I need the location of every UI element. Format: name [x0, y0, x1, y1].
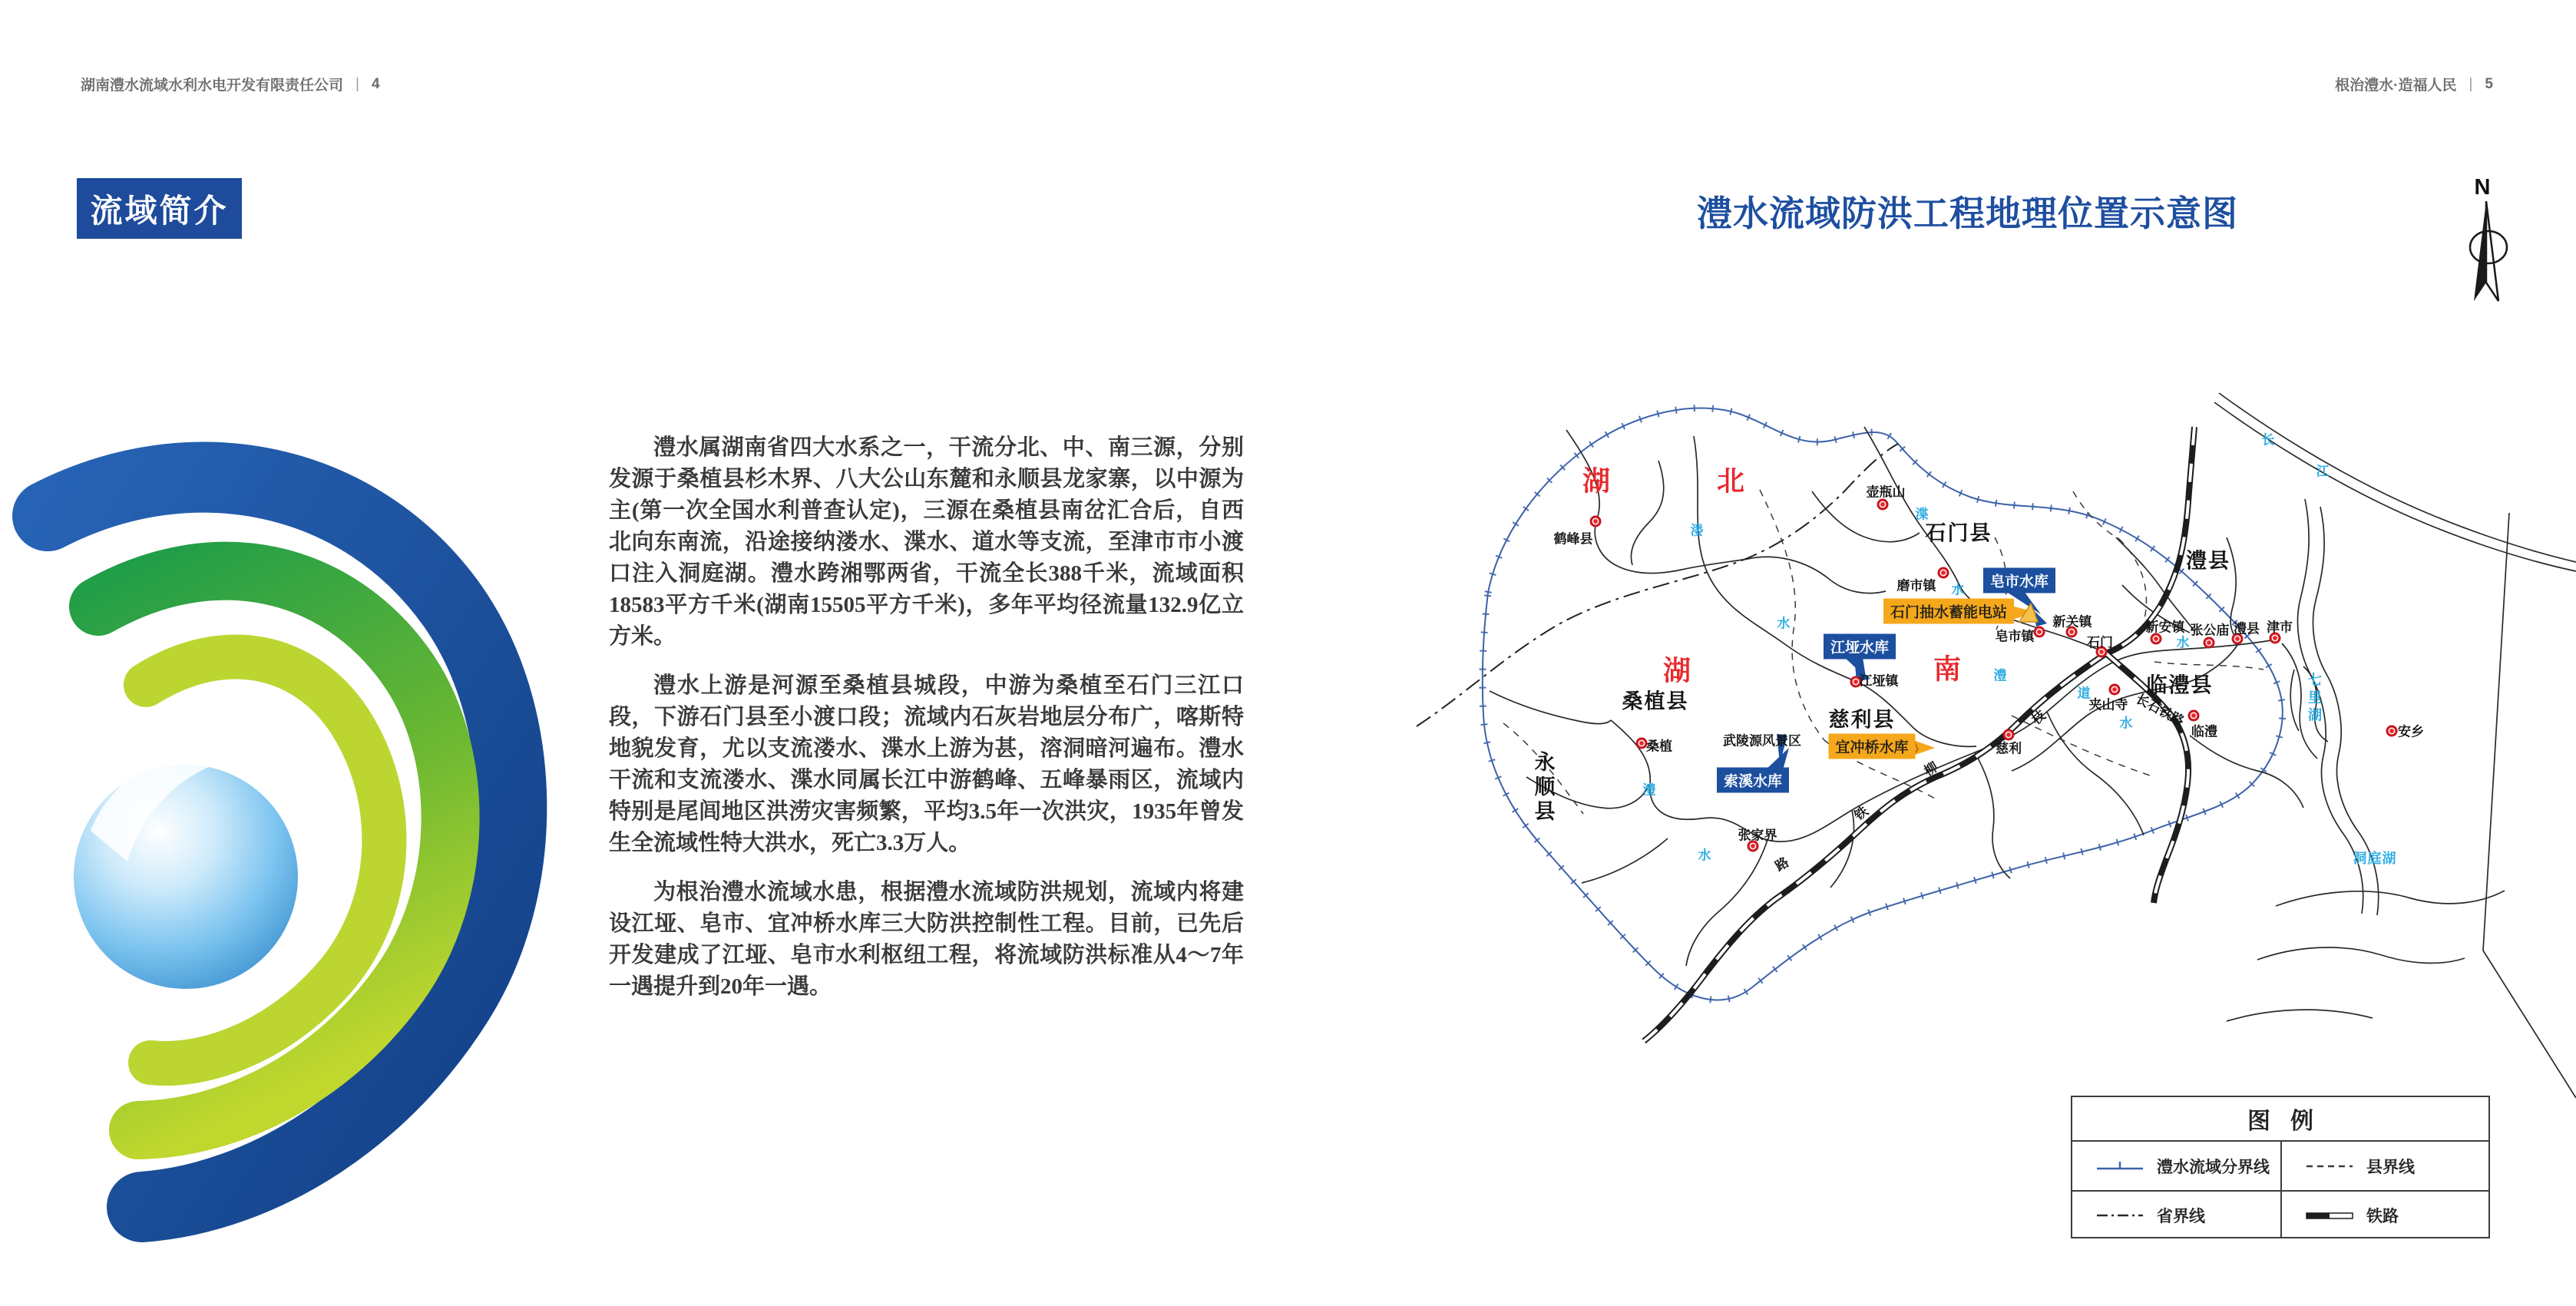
legend-item-province-line — [2072, 1190, 2280, 1238]
city-label: 石门 — [2087, 635, 2113, 650]
header-divider: | — [2469, 75, 2473, 92]
county-label: 桑植县 — [1622, 689, 1689, 713]
city-dot — [1590, 516, 1602, 527]
page-number-right: 5 — [2485, 75, 2493, 92]
legend-item-railway — [2280, 1190, 2488, 1238]
river-label: 渫 — [1915, 507, 1929, 522]
river-label: 水 — [1951, 582, 1965, 597]
county-label: 永顺县 — [1531, 751, 1555, 825]
river-label: 江 — [2316, 464, 2330, 479]
city-dot — [2188, 710, 2200, 722]
legend-title: 图例 — [2072, 1097, 2488, 1142]
county-label: 临澧县 — [2146, 673, 2214, 697]
map-legend — [2071, 1096, 2490, 1238]
city-label: 张家界 — [1738, 828, 1777, 843]
city-label: 夹山寺 — [2088, 697, 2128, 713]
city-label: 鹤峰县 — [1553, 531, 1593, 547]
river-label: 水 — [1698, 848, 1711, 863]
legend-label: 澧水流域分界线 — [2157, 1158, 2270, 1176]
scenic-area-label: 武陵源风景区 — [1723, 733, 1801, 749]
railway-label: 铁 — [1851, 803, 1871, 824]
city-dot — [2386, 726, 2398, 737]
railway-label: 路 — [1772, 855, 1792, 875]
river-label: 道 — [2077, 686, 2091, 701]
city-label: 江垭镇 — [1859, 673, 1899, 689]
lake-label: 七里湖 — [2306, 672, 2322, 726]
city-dot — [2204, 637, 2215, 649]
city-label: 津市 — [2267, 620, 2293, 635]
railway-label: 柳 — [1921, 759, 1941, 779]
railway-label: 枝 — [2029, 707, 2049, 728]
page-number-left: 4 — [371, 75, 380, 92]
section-title: 流域简介 — [77, 178, 242, 239]
city-label: 张公庙 — [2190, 623, 2230, 638]
legend-item-county-line — [2280, 1142, 2488, 1190]
paragraph-1: 澧水属湖南省四大水系之一，干流分北、中、南三源，分别发源于桑植县杉木界、八大公山东麓和永顺县龙家寨，以中源为主(第一次全国水利普查认定)，三源在桑植县南岔汇合后，自西北向东南流，沿途接纳溇水、渫水、道水等支流，至津市市小渡口注入洞庭湖。澧水跨湘鄂两省，干流全长388千米，流域面积18583平方千米(湖南15505平方千米)，多年平均径流量132.9亿立方米。 — [609, 435, 1244, 649]
city-label: 桑植 — [1646, 739, 1672, 754]
railway-symbol — [2305, 1209, 2354, 1222]
slogan: 根治澧水·造福人民 — [2335, 78, 2457, 94]
reservoir-callout: 索溪水库 — [1717, 768, 1789, 793]
county-label: 澧县 — [2186, 549, 2230, 573]
company-name: 湖南澧水流域水利水电开发有限责任公司 — [81, 78, 344, 94]
paragraph-3: 为根治澧水流域水患，根据澧水流域防洪规划，流域内将建设江垭、皂市、宜冲桥水库三大防洪控制性工程。目前，已先后开发建成了江垭、皂市水利枢纽工程，将流域防洪标准从4～7年一遇提升到20年一遇。 — [609, 880, 1244, 999]
city-dot — [1938, 567, 1949, 579]
county-label: 慈利县 — [1828, 708, 1896, 732]
province-line-symbol — [2095, 1209, 2144, 1222]
province-label: 湖 — [1662, 654, 1693, 686]
railway-label: 长石铁路 — [2133, 691, 2187, 729]
lake-label: 洞庭湖 — [2353, 851, 2397, 866]
river-label: 水 — [2119, 716, 2133, 731]
paragraph-2: 澧水上游是河源至桑植县城段，中游为桑植至石门三江口段，下游石门县至小渡口段；流域内石灰岩地层分布广，喀斯特地貌发育，尤以支流溇水、渫水上游为甚，溶洞暗河遍布。澧水干流和支流溇水、渫水同属长江中游鹤峰、五峰暴雨区，流域内特别是尾闾地区洪涝灾害频繁，平均3.5年一次洪灾，1935年曾发生全流域性特大洪水，死亡3.3万人。 — [609, 673, 1244, 855]
city-label: 慈利 — [1996, 741, 2022, 756]
reservoir-callout: 石门抽水蓄能电站 — [1883, 599, 2014, 624]
legend-label: 省界线 — [2157, 1207, 2205, 1225]
city-dot — [1877, 499, 1889, 511]
city-label: 壶瓶山 — [1866, 484, 1906, 500]
reservoir-callout: 皂市水库 — [1983, 568, 2055, 593]
reservoir-callout: 宜冲桥水库 — [1828, 734, 1915, 759]
city-dot — [2034, 627, 2045, 638]
river-label: 水 — [2176, 635, 2190, 650]
city-label: 新安镇 — [2145, 620, 2185, 635]
header-divider: | — [355, 75, 359, 92]
river-label: 水 — [1777, 616, 1791, 631]
province-label: 湖 — [1582, 465, 1612, 497]
city-label: 安乡 — [2398, 724, 2424, 739]
city-label: 临澧 — [2191, 724, 2217, 739]
city-label: 新关镇 — [2052, 614, 2092, 630]
county-line-symbol — [2305, 1160, 2354, 1172]
province-label: 南 — [1933, 653, 1963, 685]
basin-line-symbol — [2095, 1160, 2144, 1172]
legend-item-basin-line — [2072, 1142, 2280, 1190]
river-label: 长 — [2261, 432, 2275, 448]
reservoir-callout: 江垭水库 — [1824, 634, 1896, 660]
city-label: 澧县 — [2234, 621, 2260, 636]
city-label: 皂市镇 — [1995, 629, 2035, 644]
legend-label: 县界线 — [2366, 1158, 2415, 1176]
city-label: 磨市镇 — [1896, 578, 1936, 593]
legend-label: 铁路 — [2366, 1207, 2399, 1225]
river-label: 澧 — [1993, 668, 2007, 683]
river-label: 澧 — [1642, 782, 1656, 798]
county-label: 石门县 — [1925, 521, 1992, 545]
map-title: 澧水流域防洪工程地理位置示意图 — [1697, 193, 2238, 233]
province-label: 北 — [1716, 465, 1747, 497]
river-label: 溇 — [1690, 523, 1704, 538]
compass-n-label: N — [2474, 175, 2491, 200]
